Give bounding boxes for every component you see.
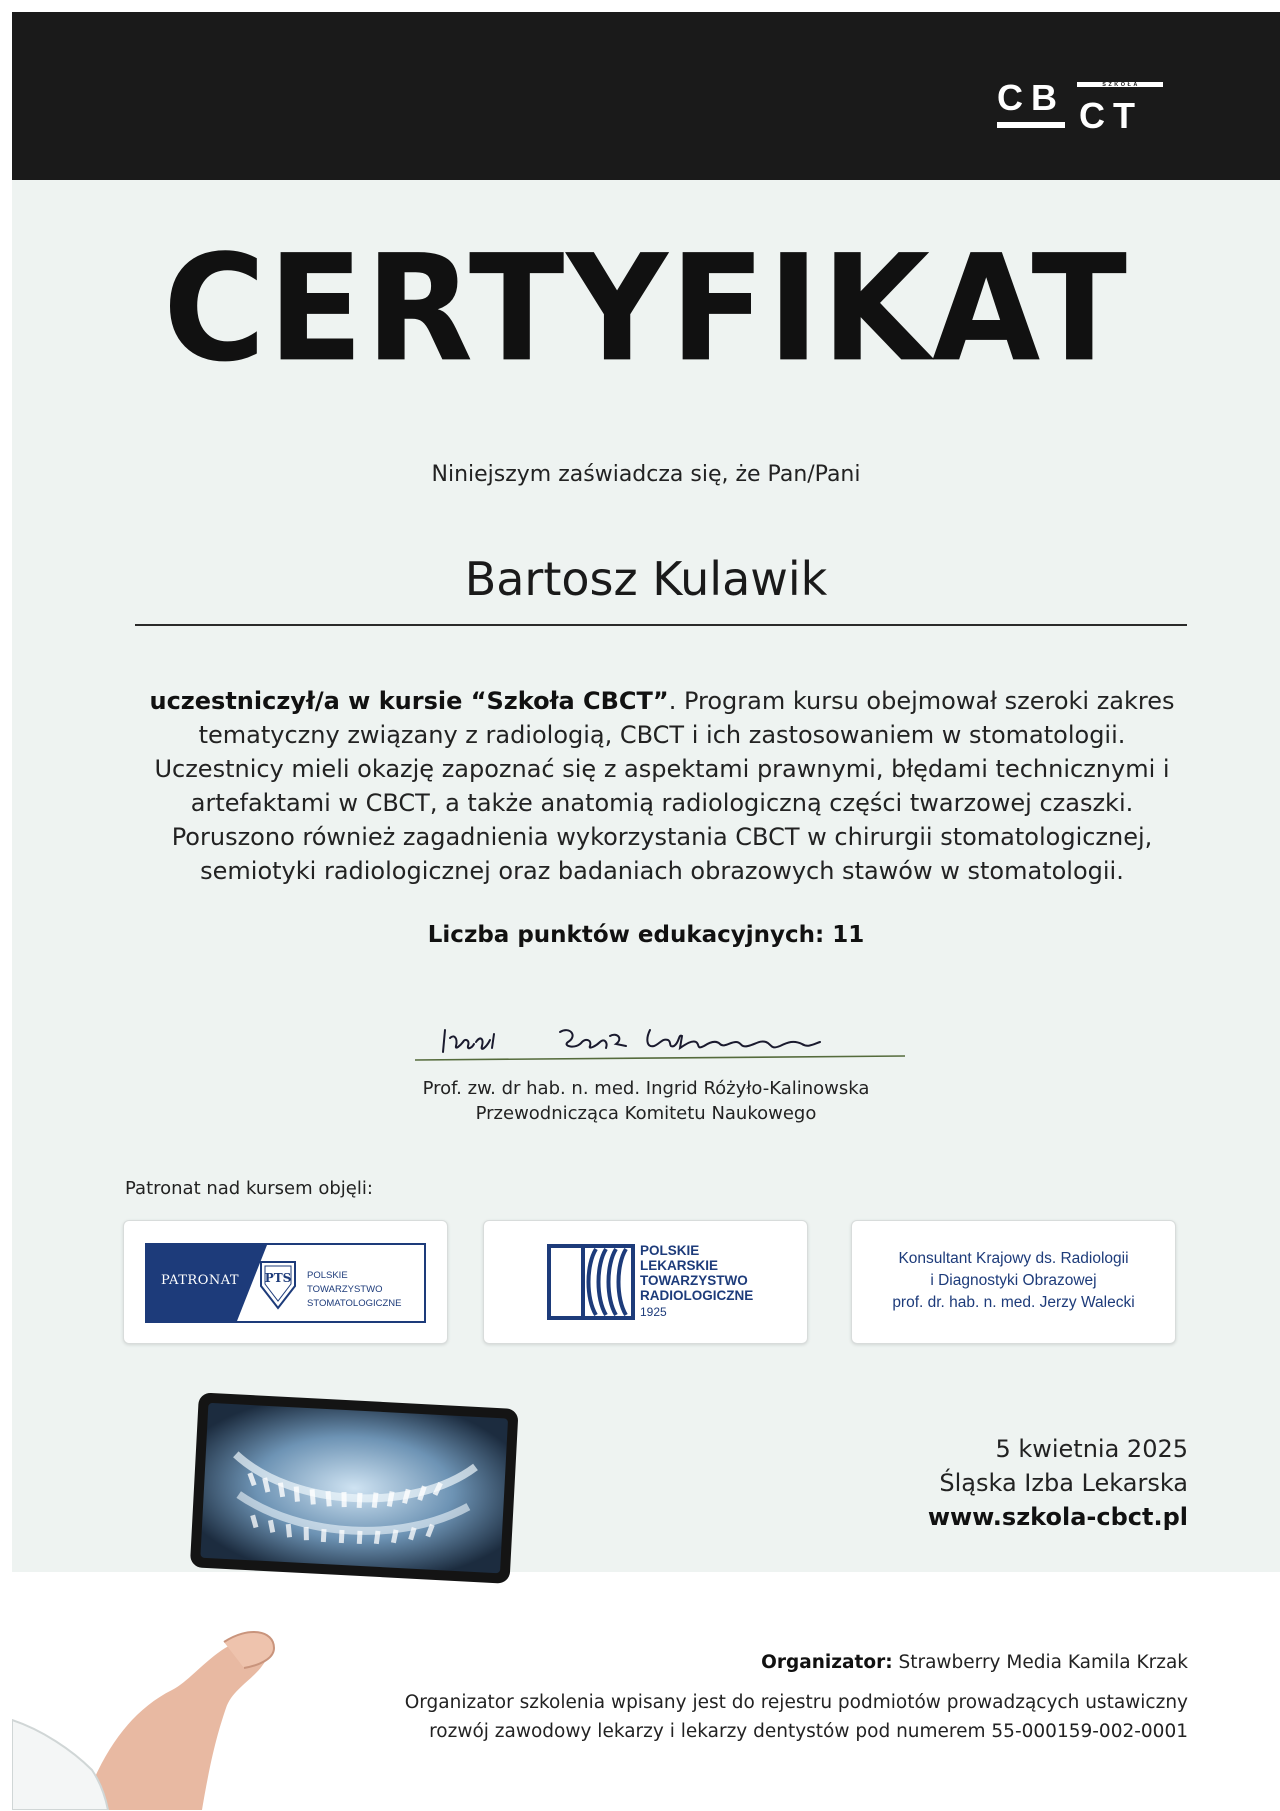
handwritten-signature (410, 1016, 910, 1072)
registry-line2: rozwój zawodowy lekarzy i lekarzy dentystów pod numerem 55-000159-002-0001 (429, 1721, 1188, 1742)
logo-school-label: SZKOŁA (1102, 82, 1140, 88)
pltr-line2: LEKARSKIE (640, 1258, 719, 1273)
signer-name: Prof. zw. dr hab. n. med. Ingrid Różyło-Kalinowska (422, 1078, 870, 1099)
registry-line1: Organizator szkolenia wpisany jest do rejestru podmiotów prowadzących ustawiczny (404, 1692, 1188, 1713)
pltr-year: 1925 (640, 1305, 667, 1319)
certificate-title: CERTYFIKAT (163, 223, 1129, 396)
consultant-line3: prof. dr. hab. n. med. Jerzy Walecki (892, 1294, 1135, 1311)
website-link[interactable]: www.szkola-cbct.pl (927, 1503, 1188, 1531)
pts-emblem-icon (257, 1256, 299, 1312)
consultant-line2: i Diagnostyki Obrazowej (930, 1272, 1097, 1289)
pts-logo (145, 1243, 426, 1323)
pts-name-line2: STOMATOLOGICZNE (307, 1298, 402, 1309)
pts-name-line1: POLSKIE TOWARZYSTWO (307, 1270, 383, 1295)
intro-text: Niniejszym zaświadcza się, że Pan/Pani (431, 462, 861, 487)
organizer-name: Strawberry Media Kamila Krzak (892, 1652, 1188, 1673)
event-place: Śląska Izba Lekarska (939, 1469, 1188, 1497)
logo-letters-bottom: CT (1079, 95, 1143, 136)
event-date: 5 kwietnia 2025 (995, 1435, 1188, 1463)
pltr-line3: TOWARZYSTWO (640, 1273, 748, 1288)
course-description (132, 684, 1192, 888)
signer-role: Przewodnicząca Komitetu Naukowego (475, 1103, 817, 1124)
education-points: Liczba punktów edukacyjnych: 11 (427, 922, 865, 948)
pts-name (307, 1269, 422, 1311)
logo-letters-top: CB (997, 78, 1065, 118)
pts-patronat-label: PATRONAT (161, 1273, 240, 1288)
xray-tablet-illustration (12, 1390, 532, 1810)
pltr-name (640, 1243, 800, 1303)
header-bar (12, 12, 1280, 180)
pltr-logo-icon (546, 1243, 636, 1321)
certificate-sheet (12, 12, 1280, 1811)
course-description-text: . Program kursu obejmował szeroki zakres tematyczny związany z radiologią, CBCT i ich zastosowaniem w stomatologii. Uczestnicy mieli okazję zapoznać się z aspektami prawnymi, błędami technicznymi i artefaktami w CBCT, a także anatomią radiologiczną części twarzowej czaszki. Poruszono również zagadnienia wykorzystania CBCT w chirurgii stomatologicznej, semiotyki radiologicznej oraz badaniach obrazowych stawów w stomatologii. (154, 687, 1175, 885)
cbct-logo (997, 78, 1167, 148)
pltr-line4: RADIOLOGICZNE (640, 1288, 754, 1303)
patron-card-consultant (851, 1220, 1176, 1344)
name-underline (135, 624, 1187, 626)
consultant-line1: Konsultant Krajowy ds. Radiologii (898, 1250, 1129, 1267)
patron-card-pltr (483, 1220, 808, 1344)
registry-note (308, 1688, 1188, 1746)
course-description-bold: uczestniczył/a w kursie “Szkoła CBCT” (149, 687, 669, 715)
consultant-info (852, 1248, 1175, 1314)
patron-card-pts (123, 1220, 448, 1344)
pltr-line1: POLSKIE (640, 1243, 700, 1258)
pts-emblem-text: PTS (264, 1271, 292, 1285)
patronage-label: Patronat nad kursem objęli: (125, 1178, 373, 1199)
organizer-label: Organizator: (761, 1652, 893, 1673)
organizer (761, 1652, 1188, 1673)
participant-name: Bartosz Kulawik (464, 552, 828, 606)
